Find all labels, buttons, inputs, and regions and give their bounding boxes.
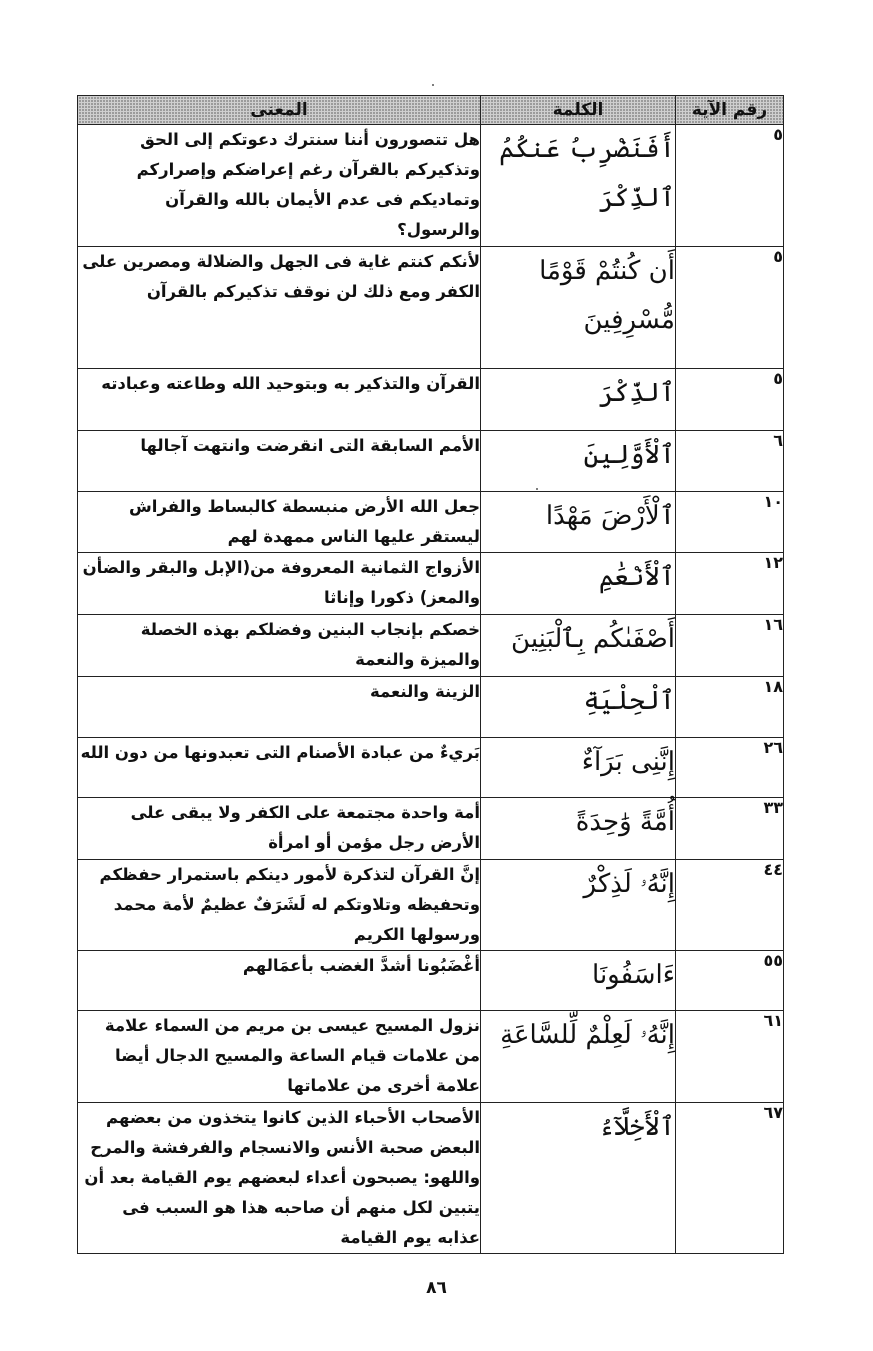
word-meaning: الأمم السابقة التى انقرضت وانتهت آجالها	[78, 431, 481, 492]
verse-number: ١٠	[676, 492, 784, 553]
quran-word: ٱلْأَنْعَٰمِ	[481, 553, 676, 615]
table-row	[78, 677, 784, 738]
quran-word: ءَاسَفُونَا	[481, 951, 676, 1011]
verse-number: ٢٦	[676, 738, 784, 798]
quran-word: أُمَّةً وَٰحِدَةً	[481, 798, 676, 860]
word-meaning: نزول المسيح عيسى بن مريم من السماء علامة من علامات قيام الساعة والمسيح الدجال أيضا علامة أخرى من علاماتها	[78, 1011, 481, 1103]
table-row	[78, 798, 784, 860]
scan-speck	[432, 84, 434, 86]
quran-word: ٱلْحِلْيَةِ	[481, 677, 676, 738]
table-row	[78, 860, 784, 951]
table-row	[78, 247, 784, 369]
word-meaning: أغْضَبُونا أشدَّ الغضب بأعمَالهم	[78, 951, 481, 1011]
table-row	[78, 369, 784, 431]
header-word: الكلمة	[481, 96, 676, 125]
verse-number: ٦	[676, 431, 784, 492]
table-row	[78, 951, 784, 1011]
vocabulary-table	[77, 95, 784, 1254]
quran-word: ٱلْأَخِلَّآءُ	[481, 1103, 676, 1254]
table-row	[78, 492, 784, 553]
word-meaning: الأصحاب الأحباء الذين كانوا يتخذون من بعضهم البعض صحبة الأنس والانسجام والفرفشة والمرح واللهو: يصبحون أعداء لبعضهم يوم القيامة بعد أن يتبين لكل منهم أن صاحبه هذا هو السبب فى عذابه يوم القيامة	[78, 1103, 481, 1254]
verse-number: ٣٣	[676, 798, 784, 860]
verse-number: ٥	[676, 369, 784, 431]
table-row	[78, 1103, 784, 1254]
verse-number: ٥	[676, 125, 784, 247]
quran-word: أَفَنَضْرِبُ عَنكُمُ ٱلذِّكْرَ	[481, 125, 676, 247]
quran-word: ٱلْأَرْضَ مَهْدًا	[481, 492, 676, 553]
word-meaning: إنَّ القرآن لتذكرة لأمور دينكم باستمرار حفظكم وتحفيظه وتلاوتكم له لَشَرَفٌ عظيمٌ لأمة محمد ورسولها الكريم	[78, 860, 481, 951]
verse-number: ١٨	[676, 677, 784, 738]
verse-number: ٥٥	[676, 951, 784, 1011]
word-meaning: خصكم بإنجاب البنين وفضلكم بهذه الخصلة والميزة والنعمة	[78, 615, 481, 677]
table-row	[78, 553, 784, 615]
table-header-row	[78, 96, 784, 125]
quran-word: ٱلْأَوَّلِينَ	[481, 431, 676, 492]
verse-number: ١٢	[676, 553, 784, 615]
table-row	[78, 125, 784, 247]
word-meaning: الزينة والنعمة	[78, 677, 481, 738]
word-meaning: القرآن والتذكير به وبتوحيد الله وطاعته وعبادته	[78, 369, 481, 431]
table-row	[78, 738, 784, 798]
quran-word: إِنَّهُۥ لَعِلْمٌ لِّلسَّاعَةِ	[481, 1011, 676, 1103]
word-meaning: جعل الله الأرض منبسطة كالبساط والفراش ليستقر عليها الناس ممهدة لهم	[78, 492, 481, 553]
verse-number: ٤٤	[676, 860, 784, 951]
table-row	[78, 431, 784, 492]
quran-word: أَصْفَىٰكُم بِٱلْبَنِينَ	[481, 615, 676, 677]
verse-number: ٥	[676, 247, 784, 369]
word-meaning: الأزواج الثمانية المعروفة من(الإبل والبقر والضأن والمعز) ذكورا وإناثا	[78, 553, 481, 615]
header-meaning: المعنى	[78, 96, 481, 125]
word-meaning: بَريءٌ من عبادة الأصنام التى تعبدونها من دون الله	[78, 738, 481, 798]
quran-word: أَن كُنتُمْ قَوْمًا مُّسْرِفِينَ	[481, 247, 676, 369]
quran-word: إِنَّهُۥ لَذِكْرٌ	[481, 860, 676, 951]
verse-number: ١٦	[676, 615, 784, 677]
header-verse-number: رقم الآية	[676, 96, 784, 125]
verse-number: ٦٧	[676, 1103, 784, 1254]
word-meaning: هل تتصورون أننا سنترك دعوتكم إلى الحق وتذكيركم بالقرآن رغم إعراضكم وإصراركم وتماديكم فى عدم الأيمان بالله والقرآن والرسول؟	[78, 125, 481, 247]
word-meaning: لأنكم كنتم غاية فى الجهل والضلالة ومصرين على الكفر ومع ذلك لن نوقف تذكيركم بالقرآن	[78, 247, 481, 369]
page-number: ٨٦	[426, 1278, 447, 1298]
quran-word: إِنَّنِى بَرَآءٌ	[481, 738, 676, 798]
word-meaning: أمة واحدة مجتمعة على الكفر ولا يبقى على الأرض رجل مؤمن أو امرأة	[78, 798, 481, 860]
table-row	[78, 615, 784, 677]
quran-word: ٱلذِّكْرَ	[481, 369, 676, 431]
verse-number: ٦١	[676, 1011, 784, 1103]
table-row	[78, 1011, 784, 1103]
